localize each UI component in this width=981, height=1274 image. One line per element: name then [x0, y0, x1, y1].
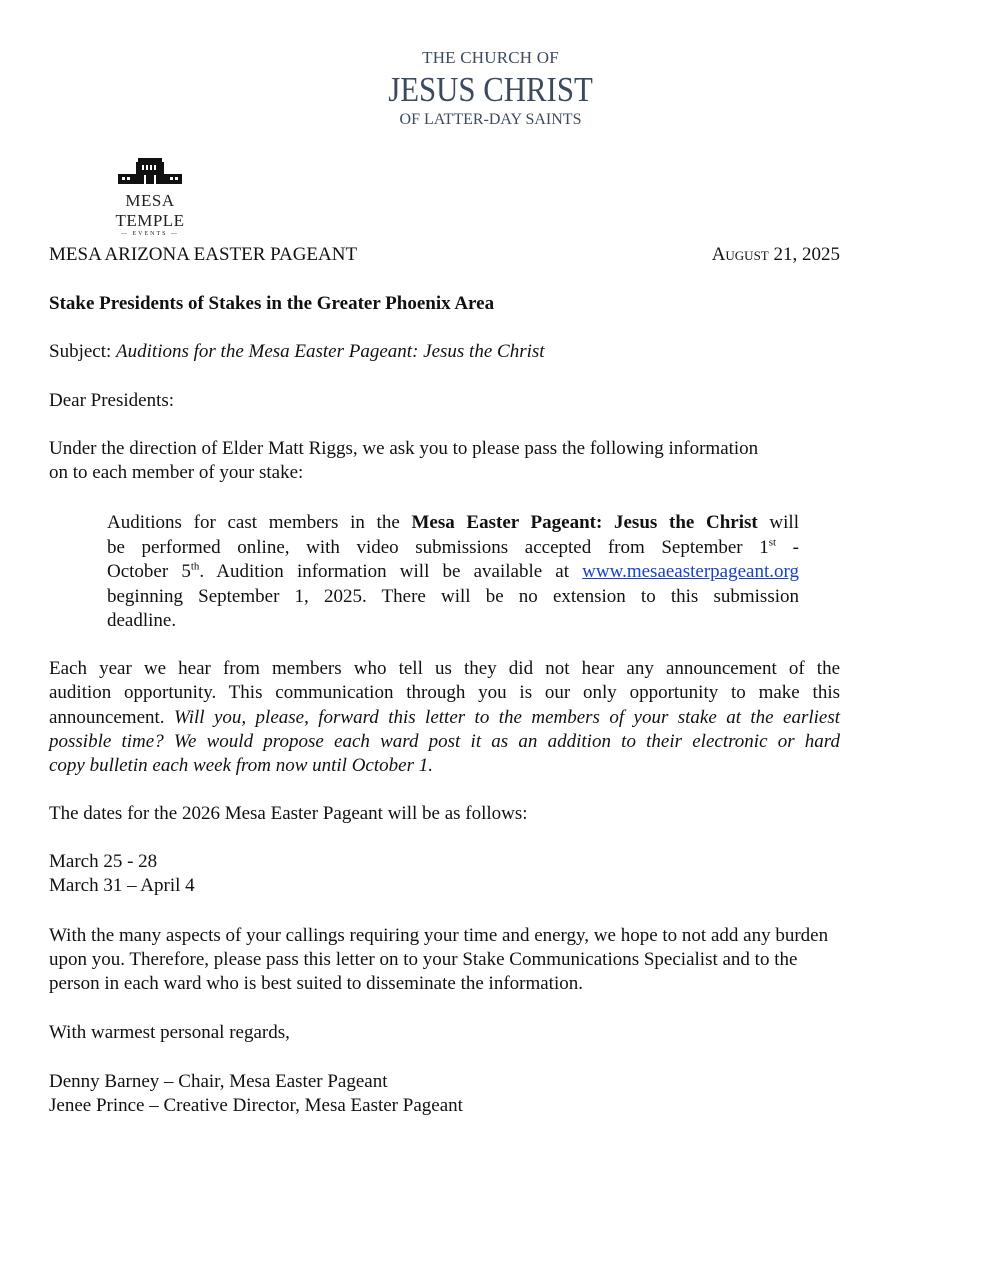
logo-name: MESA TEMPLE: [115, 191, 185, 230]
addressee: Stake Presidents of Stakes in the Greater Phoenix Area: [49, 293, 495, 314]
para-line: Each year we hear from members who tell us they did not hear any announcement of the: [49, 658, 840, 679]
date-range-1: March 25 - 28: [49, 851, 158, 872]
intro-line-2: on to each member of your stake:: [49, 462, 304, 483]
para-line: announcement. Will you, please, forward this letter to the members of your stake at the earliest: [49, 706, 840, 728]
block-line: be performed online, with video submissions accepted from September 1st -: [107, 536, 799, 558]
closing: With warmest personal regards,: [49, 1022, 290, 1043]
intro-line-1: Under the direction of Elder Matt Riggs, we ask you to please pass the following information: [49, 438, 759, 459]
block-line: October 5th. Audition information will be available at www.mesaeasterpageant.org: [107, 560, 799, 582]
letterhead-line1: THE CHURCH OF: [422, 48, 559, 67]
closing-line-2: upon you. Therefore, please pass this letter on to your Stake Communications Specialist and to the: [49, 949, 798, 970]
date-range-2: March 31 – April 4: [49, 875, 195, 896]
subject-line: [49, 341, 545, 363]
closing-line-3: person in each ward who is best suited to disseminate the information.: [49, 973, 583, 994]
subject-value: Auditions for the Mesa Easter Pageant: Jesus the Christ: [116, 341, 545, 362]
subject-label: Subject:: [49, 341, 117, 362]
dates-intro: The dates for the 2026 Mesa Easter Pageant will be as follows:: [49, 803, 528, 824]
para-line: possible time? We would propose each ward post it as an addition to their electronic or hard: [49, 730, 840, 752]
signature-2: Jenee Prince – Creative Director, Mesa Easter Pageant: [49, 1095, 463, 1116]
closing-line-1: With the many aspects of your callings requiring your time and energy, we hope to not add any burden: [49, 925, 829, 946]
letterhead-line3: OF LATTER-DAY SAINTS: [399, 111, 582, 128]
mesa-temple-logo: [90, 156, 210, 237]
pageant-website-link[interactable]: www.mesaeasterpageant.org: [582, 561, 799, 582]
logo-sub: — EVENTS —: [121, 231, 179, 237]
audition-block: [107, 511, 799, 634]
letter-date: August 21, 2025: [711, 244, 840, 265]
block-line: deadline.: [107, 610, 177, 631]
block-line: Auditions for cast members in the Mesa Easter Pageant: Jesus the Christ will: [107, 512, 799, 533]
block-line: beginning September 1, 2025. There will be no extension to this submission: [107, 585, 799, 607]
signature-1: Denny Barney – Chair, Mesa Easter Pageant: [49, 1071, 388, 1092]
temple-icon: [118, 156, 182, 184]
paragraph-announcement: [49, 657, 840, 778]
salutation: Dear Presidents:: [49, 390, 175, 411]
para-line: audition opportunity. This communication through you is our only opportunity to make this: [49, 682, 840, 704]
para-line: copy bulletin each week from now until October 1.: [49, 755, 433, 777]
letterhead-line2: JESUS CHRIST: [388, 70, 593, 109]
event-title: MESA ARIZONA EASTER PAGEANT: [49, 244, 358, 265]
